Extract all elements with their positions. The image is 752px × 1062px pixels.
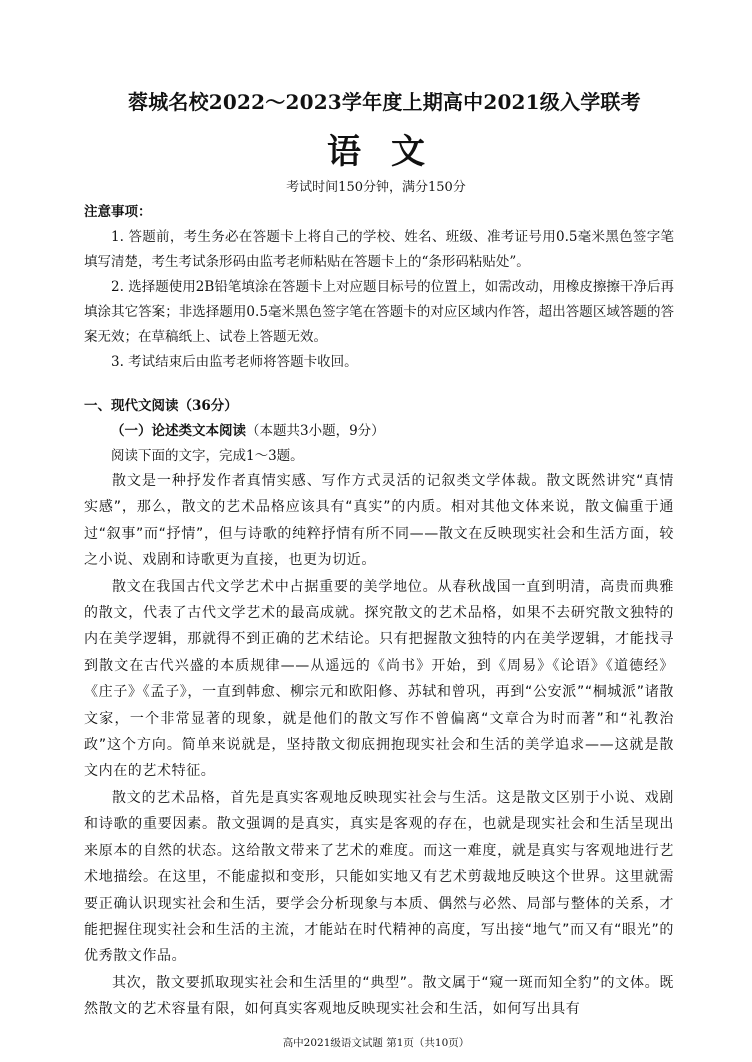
- note-item: 3. 考试结束后由监考老师将答题卡收回。: [111, 354, 358, 370]
- notes-heading: 注意事项：: [84, 204, 152, 220]
- section-block: [84, 394, 674, 469]
- article-paragraph: 散文的艺术品格，首先是真实客观地反映现实社会与生活。这是散文区别于小说、戏剧和诗歌的重要因素。散文强调的是真实，真实是客观的存在，也就是现实社会和生活呈现出来原本的自然的状态。这给散文带来了艺术的难度。而这一难度，就是真实与客观地进行艺术地描绘。在这里，不能虚拟和变形，只能如实地又有艺术剪裁地反映这个世界。这里就需要正确认识现实社会和生活，要学会分析现象与本质、偶然与必然、局部与整体的关系，才能把握住现实社会和生活的主流，才能站在时代精神的高度，写出接“地气”而又有“眼光”的优秀散文作品。: [84, 789, 674, 965]
- exam-info: 考试时间150分钟，满分150分: [286, 180, 466, 195]
- page-footer: 高中2021级语文试题 第1页（共10页）: [282, 1037, 470, 1049]
- article-paragraph: 散文在我国古代文学艺术中占据重要的美学地位。从春秋战国一直到明清，高贵而典雅的散文，代表了古代文学艺术的最高成就。探究散文的艺术品格，如果不去研究散文独特的内在美学逻辑，那就得不到正确的艺术结论。只有把握散文独特的内在美学逻辑，才能找寻到散文在古代兴盛的本质规律——从遥远的《尚书》开始，到《周易》《论语》《道德经》《庄子》《孟子》，一直到韩愈、柳宗元和欧阳修、苏轼和曾巩，再到“公安派”“桐城派”诸散文家，一个非常显著的现象，就是他们的散文写作不曾偏离“文章合为时而著”和“礼教治政”这个方向。简单来说就是，坚持散文彻底拥抱现实社会和生活的美学追求——这就是散文内在的艺术特征。: [84, 578, 674, 780]
- notes-block: [84, 200, 674, 375]
- sub-section-title-rest: （本题共3小题，9分）: [246, 423, 385, 439]
- exam-title: 蓉城名校2022～2023学年度上期高中2021级入学联考: [128, 90, 641, 114]
- article-text: [84, 468, 674, 1023]
- sub-section-title-bold: （一）论述类文本阅读: [111, 423, 246, 439]
- section-title: 一、现代文阅读（36分）: [84, 398, 238, 414]
- note-item: 2. 选择题使用2B铅笔填涂在答题卡上对应题目标号的位置上，如需改动，用橡皮擦擦干净后再填涂其它答案；非选择题用0.5毫米黑色签字笔在答题卡的对应区域内作答，超出答题区域答题的答案无效；在草稿纸上、试卷上答题无效。: [84, 279, 674, 345]
- note-item: 1. 答题前，考生务必在答题卡上将自己的学校、姓名、班级、准考证号用0.5毫米黑色签字笔填写清楚，考生考试条形码由监考老师粘贴在答题卡上的“条形码粘贴处”。: [84, 229, 674, 270]
- reading-instruction: 阅读下面的文字，完成1～3题。: [111, 448, 304, 464]
- article-paragraph: 其次，散文要抓取现实社会和生活里的“典型”。散文属于“窥一斑而知全豹”的文体。既然散文的艺术容量有限，如何真实客观地反映现实社会和生活，如何写出具有: [84, 974, 674, 1018]
- article-paragraph: 散文是一种抒发作者真情实感、写作方式灵活的记叙类文学体裁。散文既然讲究“真情实感”，那么，散文的艺术品格应该具有“真实”的内质。相对其他文体来说，散文偏重于通过“叙事”而“抒情”，但与诗歌的纯粹抒情有所不同——散文在反映现实社会和生活方面，较之小说、戏剧和诗歌更为直接，也更为切近。: [84, 473, 674, 569]
- subject-title: 语文: [327, 132, 455, 172]
- sub-section-title: [84, 419, 674, 444]
